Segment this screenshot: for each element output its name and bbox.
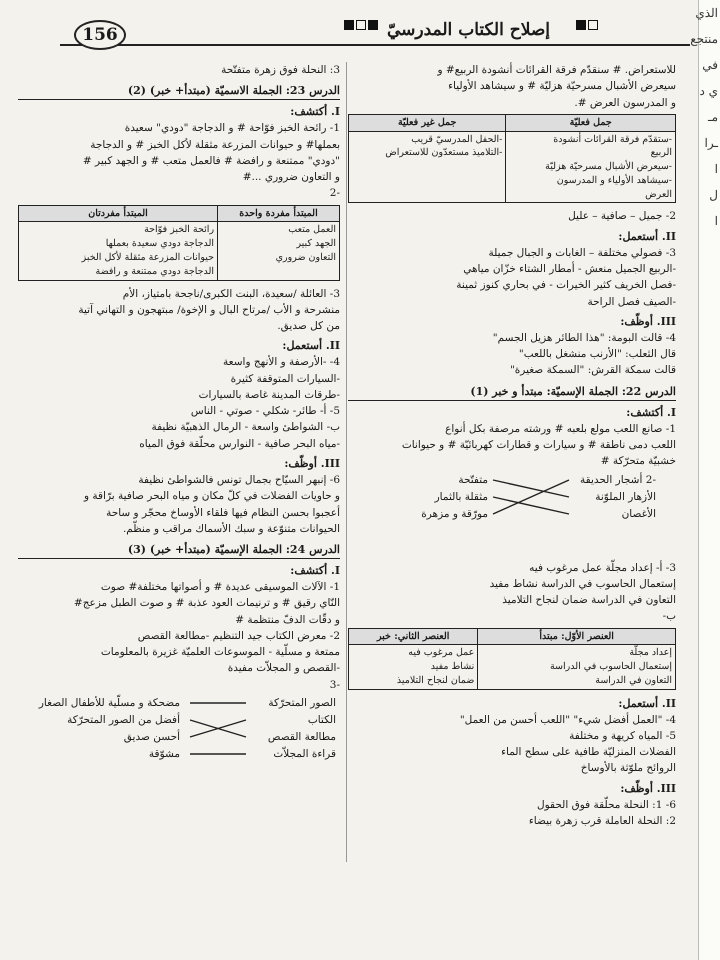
text-line: الفضلات المنزليّة طافية على سطح الماء: [501, 746, 676, 759]
text-line: -فصل الخريف كثير الخيرات - في بحاري كنوز ثمينة: [456, 279, 676, 292]
match-item: الكتاب: [307, 714, 336, 727]
text-line: 4- قالت البومة: "هذا الطائر هزيل الجسم": [492, 331, 676, 344]
table-header: جمل غير فعليّة: [349, 114, 506, 131]
text-line: النّاي رقيق # و ترنيمات العود عذبة # و صوت الطبل مزعج#: [73, 597, 340, 610]
edge-text: ل: [709, 188, 718, 202]
text-line: 1- صانع اللعب مولع بلعبه # ورشته مرصفة بكل أنواع: [445, 422, 676, 435]
matching-lines: [491, 472, 571, 532]
text-line: -السيارات المتوقفة كثيرة: [230, 372, 340, 385]
match-right-list: [268, 695, 336, 763]
text-line: -مياه البحر صافية - النوارس محلّقة فوق المياه: [139, 437, 340, 450]
match-right-list: [580, 472, 656, 523]
verbal-sentences-table: [348, 114, 676, 204]
table-cell: [506, 131, 676, 203]
text-line: و التعاون ضروري ...#: [242, 171, 340, 184]
text-line: 3- أ- إعداد مجلّة عمل مرغوب فيه: [529, 561, 676, 574]
cell-line: الدجاجة دودي سعيدة بعملها: [105, 238, 215, 250]
edge-text: منتجع: [690, 32, 718, 46]
match-item: [580, 472, 656, 489]
table-cell: [478, 645, 676, 689]
cell-line: ضمان لنجاح التلاميذ: [396, 674, 475, 686]
cell-line: -الحفل المدرسيّ قريب: [411, 133, 503, 145]
table-header: المبتدأ مفردتان: [19, 205, 218, 222]
section-heading: I. أكتشف:: [290, 105, 340, 119]
text-line: منشرحة و الأب /مرتاح البال و الإخوة/ مبتهجون و التهاني آتية: [78, 303, 340, 316]
edge-text: الذي: [695, 6, 718, 20]
edge-text: في: [702, 58, 718, 72]
section-heading: I. أكتشف:: [626, 405, 676, 419]
cell-line: الجهد كبير: [296, 238, 336, 250]
text-line: 6- إنبهر السيّاح بجمال تونس فالشواطئ نظيفة: [138, 474, 340, 486]
text-line: 1- رائحة الخبز فوّاحة # و الدجاجة "دودي" سعيدة: [124, 122, 340, 135]
cell-line: -سيعرض الأشبال مسرحيّة هزليّة: [545, 161, 672, 173]
cell-line: إعداد مجلّة: [629, 647, 672, 659]
text-line: اللعب دمى ناطقة # و سيارات و قطارات كهربائيّة # و حيوانات: [401, 438, 676, 451]
match-item: مشوّقة: [148, 748, 180, 761]
section-heading: I. أكتشف:: [290, 564, 340, 578]
text-line: قالت سمكة القرش: "السمكة صغيرة": [509, 364, 676, 377]
section-heading: II. أستعمل:: [618, 229, 676, 243]
text-line: سيعرض الأشبال مسرحيّة هزليّة # و سيشاهد الأولياء: [448, 80, 676, 93]
edge-text: ـرا: [704, 136, 718, 150]
table-header: العنصر الأوّل: مبتدأ: [478, 628, 676, 645]
text-line: قال الثعلب: "الأرنب منشغل باللعب": [518, 348, 676, 361]
text-line: 2: النحلة العاملة قرب زهرة بيضاء: [528, 815, 676, 828]
match-number: -2: [645, 473, 656, 486]
section-heading: II. أستعمل:: [282, 339, 340, 353]
text-line: "دودي" ممتنعة و رافضة # فالعمل متعب # و الجهد كبير #: [82, 154, 340, 167]
section-heading: III. أوظّف:: [620, 781, 676, 795]
text-line: ب- الشواطئ واسعة - الرمال الذهبيّة نظيفة: [151, 421, 340, 434]
text-line: بعملها# و حيوانات المزرعة مثقلة لأكل الخبز # و الدجاجة: [90, 138, 340, 151]
matching-exercise: [348, 472, 676, 558]
exercise-number: -2: [329, 187, 340, 200]
table-cell: [349, 131, 506, 203]
adjacent-page-edge: [690, 0, 720, 960]
text-line: من كل صديق.: [277, 320, 340, 333]
table-header: جمل فعليّة: [506, 114, 676, 131]
match-item: الأزهار الملوّنة: [595, 490, 656, 503]
column-divider: [346, 62, 347, 862]
table-cell: [218, 222, 340, 280]
matching-lines: [188, 695, 248, 771]
subject-count-table: [18, 205, 340, 281]
table-cell: [19, 222, 218, 280]
lesson-title: الدرس 24: الجملة الإسميّة (مبتدأ+ خبر) (3): [18, 541, 340, 559]
cell-line: إستعمال الحاسوب في الدراسة: [549, 661, 672, 673]
text-line: و دقّات الدفّ منتظمة #: [235, 613, 340, 626]
cell-line: العرض: [645, 188, 672, 200]
text-line: 1- الآلات الموسيقى عديدة # و أصواتها مختلفة# صوت: [100, 581, 340, 594]
match-item: مضحكة و مسلّية للأطفال الصغار: [38, 697, 180, 710]
text-line: أعجبوا بحسن النظام فيها فلقاء الأوساخ محجّر و ساحة: [106, 506, 340, 519]
text-line: 5- أ- طائر- شكلي - صوتي - الناس: [190, 405, 340, 418]
table-header: المبتدأ مفردة واحدة: [218, 205, 340, 222]
edge-text: مـ: [708, 110, 718, 124]
match-item: أفضل من الصور المتحرّكة: [67, 714, 180, 727]
table-header: العنصر الثاني: خبر: [349, 628, 478, 645]
section-heading: III. أوظّف:: [620, 314, 676, 328]
match-item: مثقلة بالثمار: [434, 490, 488, 503]
cell-line: الدجاجة دودي ممتنعة و رافضة: [95, 265, 215, 277]
page-number: 156: [74, 20, 126, 50]
text-line: 3- العائلة /سعيدة، البنت الكبرى/ناجحة بامتياز، الأم: [122, 287, 340, 300]
cell-line: -التلاميذ مستعدّون للاستعراض: [385, 147, 503, 159]
cell-line: نشاط مفيد: [430, 661, 475, 673]
text-line: 3: النحلة فوق زهرة متفتّحة: [221, 64, 340, 76]
cell-line: حيوانات المزرعة مثقلة لأكل الخبز: [81, 251, 215, 263]
text-line: -الربيع الجميل منعش - أمطار الشتاء خزّان مياهي: [463, 262, 676, 275]
cell-line: -سيشاهد الأولياء و المدرسون: [556, 174, 672, 186]
text-line: إستعمال الحاسوب في الدراسة نشاط مفيد: [489, 577, 676, 590]
matching-exercise: [18, 695, 340, 779]
text-line: ممتعة و مسلّية - الموسوعات العلميّة غزيرة بالمعلومات: [100, 646, 340, 659]
right-column: [348, 62, 676, 829]
text-line: و حاويات الفضلات في كلّ مكان و مياه البحر صافية برّاقة و: [84, 490, 340, 503]
edge-text: ي د: [699, 84, 718, 98]
cell-line: -ستقدّم فرقة القرائات أنشودة: [553, 133, 672, 145]
table-cell: [349, 645, 478, 689]
cell-line: عمل مرغوب فيه: [408, 647, 475, 659]
text-line: 4- "العمل أفضل شيء" "اللعب أحسن من العمل": [459, 713, 676, 726]
match-item: الأغصان: [621, 507, 656, 520]
match-item: متفتّحة: [458, 473, 488, 486]
text-line: و المدرسون العرض #.: [574, 96, 676, 109]
text-line: الحيوانات متنوّعة و سبك الأسماك مراقب و منظّم.: [122, 522, 340, 535]
match-item: قراءة المجلاّت: [273, 748, 336, 761]
text-line: -3: [329, 678, 340, 691]
text-line: -طرقات المدينة غاصة بالسيارات: [198, 388, 340, 401]
page-header-title: إصلاح الكتاب المدرسيّ: [387, 20, 550, 40]
text-line: التعاون في الدراسة ضمان لنجاح التلاميذ: [502, 594, 676, 607]
header-squares-right-icon: [576, 20, 598, 30]
cell-line: التعاون ضروري: [275, 251, 336, 263]
left-column: [18, 62, 340, 781]
text-line: 4- -الأرصفة و الأنهج واسعة: [223, 356, 340, 369]
edge-text: ا: [714, 162, 718, 176]
cell-line: رائحة الخبز فوّاحة: [144, 224, 215, 236]
edge-text: ا: [714, 214, 718, 228]
cell-line: الربيع: [650, 147, 672, 159]
match-item: الصور المتحرّكة: [268, 697, 336, 710]
match-left-list: [421, 472, 488, 523]
section-heading: II. أستعمل:: [618, 696, 676, 710]
match-item: مطالعة القصص: [267, 731, 336, 744]
header-squares-left-icon: [344, 20, 378, 30]
cell-line: العمل متعب: [288, 224, 336, 236]
header-rule: [60, 44, 690, 46]
match-text: أشجار الحديقة: [580, 473, 643, 486]
section-heading: III. أوظّف:: [284, 456, 340, 470]
text-line: خشبيّة متحرّكة #: [600, 455, 676, 468]
text-line: ب-: [662, 610, 676, 623]
match-item: مورّقة و مزهرة: [421, 507, 488, 520]
text-line: -القصص و المجلاّت مفيدة: [227, 662, 340, 675]
subject-predicate-table: [348, 628, 676, 690]
text-line: الروائح ملوّثة بالأوساخ: [580, 762, 676, 775]
lesson-title: الدرس 22: الجملة الإسميّة: مبتدأ و خبر (1): [348, 383, 676, 401]
match-left-list: [39, 695, 180, 763]
text-line: 6- 1: النحلة محلّقة فوق الحقول: [537, 798, 676, 811]
cell-line: التعاون في الدراسة: [595, 674, 672, 686]
lesson-title: الدرس 23: الجملة الاسميّة (مبتدأ+ خبر) (2): [18, 82, 340, 100]
text-line: 3- فصولي مختلفة – الغابات و الجبال جميلة: [488, 246, 676, 259]
page-header: [60, 14, 690, 50]
text-line: -الصيف فصل الراحة: [587, 295, 676, 308]
text-line: للاستعراض. # سنقدّم فرقة القرائات أنشودة الربيع# و: [437, 64, 676, 76]
text-line: 5- المياه كريهة و مختلفة: [569, 729, 676, 742]
match-item: أحسن صديق: [123, 731, 180, 744]
text-line: 2- جميل – صافية – عليل: [568, 210, 676, 223]
text-line: 2- معرض الكتاب جيد التنظيم -مطالعة القصص: [137, 629, 340, 642]
